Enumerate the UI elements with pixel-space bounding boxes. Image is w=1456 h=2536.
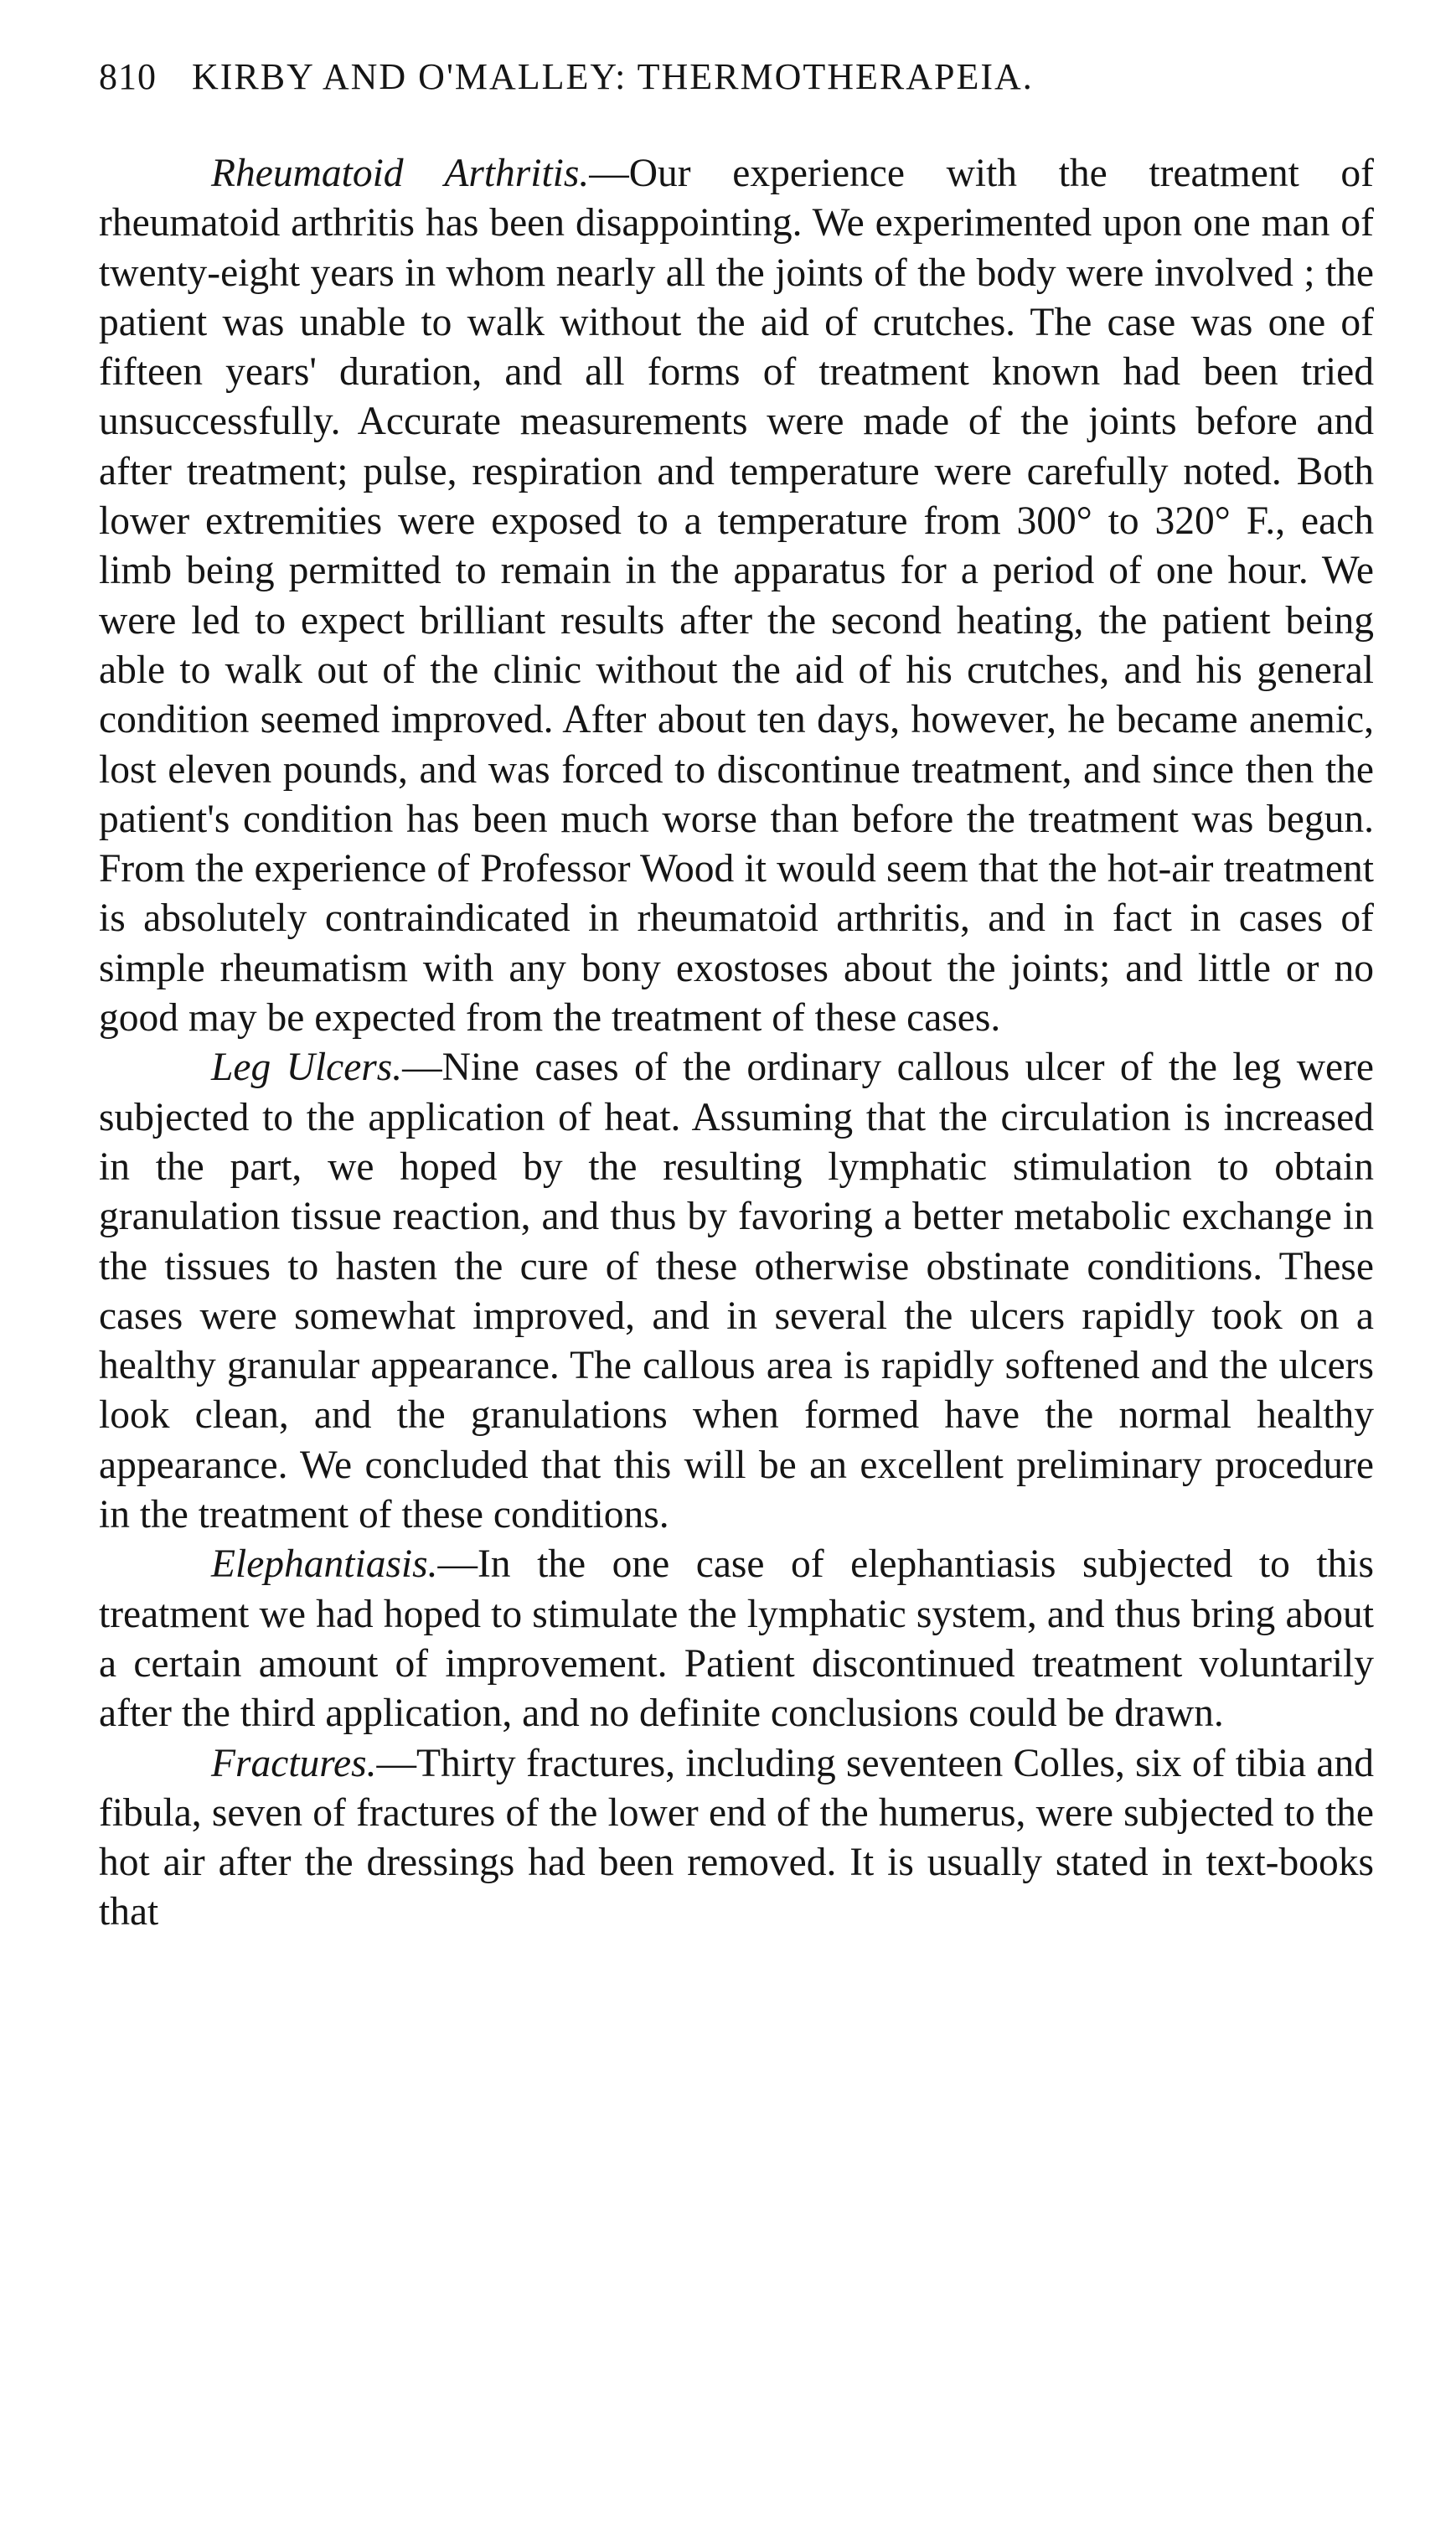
paragraph-text: —Nine cases of the ordinary callous ulcer of the leg were subjected to the application of heat. Assuming that the circulation is increased in the part, we hoped by the resulting lymphatic stimulation to obtain granulation tissue reaction, and thus by favoring a better metabolic exchange in the tissues to hasten the cure of these otherwise obstinate conditions. These cases were somewhat improved, and in several the ulcers rapidly took on a healthy granular appearance. The callous area is rapidly softened and the ulcers look clean, and the granulations when formed have the normal healthy appearance. We concluded that this will be an excellent preliminary procedure in the treatment of these conditions. [99, 1046, 1374, 1537]
paragraph-text: —Thirty fractures, including seventeen Colles, six of tibia and fibula, seven of fractures of the lower end of the humerus, were subjected to the hot air after the dressings had been removed. It is usually stated in text-books that [99, 1741, 1374, 1934]
page-header [99, 52, 1372, 102]
section-heading: Fractures. [211, 1741, 377, 1785]
paragraph-elephantiasis [99, 1540, 1374, 1738]
section-heading: Elephantiasis. [211, 1542, 438, 1587]
paragraph-rheumatoid-arthritis [99, 149, 1374, 1043]
section-heading: Rheumatoid Arthritis. [211, 152, 590, 195]
paragraph-text: —Our experience with the treatment of rheumatoid arthritis has been disappointing. We experimented upon one man of twenty-eight years in whom nearly all the joints of the body were involved ; the patient was unable to walk without the aid of crutches. The case was one of fifteen years' duration, and all forms of treatment known had been tried unsuccessfully. Accurate measurements were made of the joints before and after treatment; pulse, respiration and temperature were carefully noted. Both lower extremities were exposed to a temperature from 300° to 320° F., each limb being permitted to remain in the apparatus for a period of one hour. We were led to expect brilliant results after the second heating, the patient being able to walk out of the clinic without the aid of his crutches, and his general condition seemed improved. After about ten days, however, he became anemic, lost eleven pounds, and was forced to discontinue treatment, and since then the patient's condition has been much worse than before the treatment was begun. From the experience of Professor Wood it would seem that the hot-air treatment is absolutely contraindicated in rheumatoid arthritis, and in fact in cases of simple rheumatism with any bony exostoses about the joints; and little or no good may be expected from the treatment of these cases. [99, 152, 1374, 1041]
paragraph-leg-ulcers [99, 1043, 1374, 1540]
running-head: KIRBY AND O'MALLEY: THERMOTHERAPEIA. [192, 56, 1034, 97]
body-text [99, 149, 1374, 1938]
paragraph-fractures [99, 1739, 1374, 1938]
paragraph-text: —In the one case of elephantiasis subjected to this treatment we had hoped to stimulate the lymphatic system, and thus bring about a certain amount of improvement. Patient discontinued treatment voluntarily after the third application, and no definite conclusions could be drawn. [99, 1542, 1374, 1736]
section-heading: Leg Ulcers. [211, 1046, 403, 1090]
page-number: 810 [99, 56, 157, 97]
